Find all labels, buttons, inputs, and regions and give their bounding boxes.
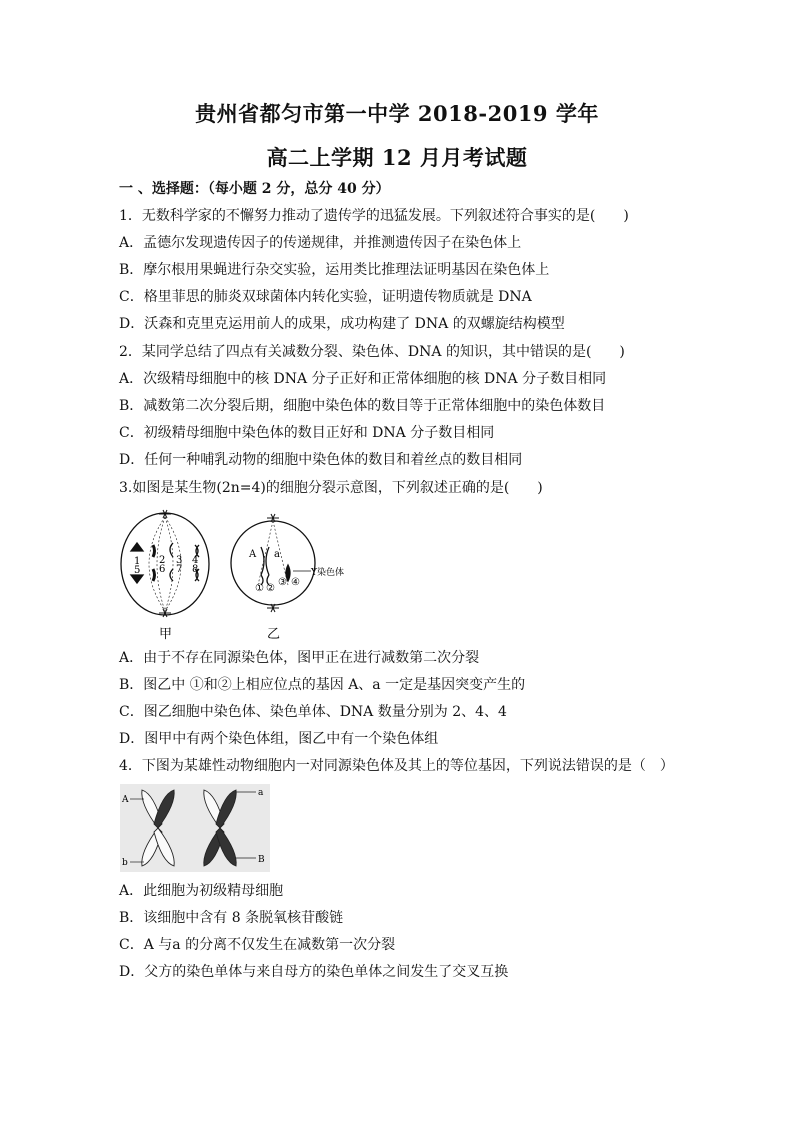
question-4-option-c: C．A 与a 的分离不仅发生在减数第一次分裂 bbox=[119, 937, 396, 953]
chromosome-number-1: 1 bbox=[134, 556, 141, 567]
question-2-option-a: A．次级精母细胞中的核 DNA 分子正好和正常体细胞的核 DNA 分子数目相同 bbox=[119, 371, 607, 387]
label-jia: 甲 bbox=[159, 627, 173, 642]
gene-A-label: A bbox=[122, 795, 129, 805]
chromosome-number-8: 8 bbox=[192, 564, 199, 575]
gene-B-label: B bbox=[258, 855, 265, 865]
cell-yi bbox=[231, 514, 315, 612]
question-1-option-c: C．格里菲思的肺炎双球菌体内转化实验，证明遗传物质就是 DNA bbox=[119, 289, 532, 305]
gene-b-label: b bbox=[122, 858, 128, 868]
question-2-option-d: D．任何一种哺乳动物的细胞中染色体的数目和着丝点的数目相同 bbox=[119, 452, 523, 468]
question-3-option-b: B．图乙中 ①和②上相应位点的基因 A、a 一定是基因突变产生的 bbox=[119, 677, 526, 693]
question-4-stem: 4．下图为某雄性动物细胞内一对同源染色体及其上的等位基因，下列说法错误的是（ ） bbox=[119, 758, 674, 774]
chromosome-number-7: 7 bbox=[176, 564, 183, 575]
chromosome-number-3: 3 bbox=[176, 555, 183, 566]
chromosome-number-2: 2 bbox=[159, 555, 166, 566]
page-title-line1: 贵州省都匀市第一中学 2018-2019 学年 bbox=[195, 101, 599, 126]
question-3-option-d: D．图甲中有两个染色体组，图乙中有一个染色体组 bbox=[119, 731, 439, 747]
figure-4-homologous-chromosomes bbox=[120, 784, 270, 872]
page-title-line2: 高二上学期 12 月月考试题 bbox=[266, 145, 528, 170]
question-1-stem: 1．无数科学家的不懈努力推动了遗传学的迅猛发展。下列叙述符合事实的是( ) bbox=[119, 208, 629, 224]
chromosome-number-4: 4 bbox=[192, 555, 199, 566]
gene-a-label: a bbox=[274, 549, 280, 560]
chromatid-4: ④ bbox=[291, 577, 300, 588]
question-2-stem: 2．某同学总结了四点有关减数分裂、染色体、DNA 的知识，其中错误的是( ) bbox=[119, 344, 625, 360]
chromatid-1: ① bbox=[255, 583, 264, 594]
chromatid-3: ③ bbox=[278, 577, 287, 588]
question-3-stem: 3.如图是某生物(2n=4)的细胞分裂示意图，下列叙述正确的是( ) bbox=[119, 480, 543, 496]
chromosome-number-5: 5 bbox=[134, 565, 141, 576]
question-4-option-b: B．该细胞中含有 8 条脱氧核苷酸链 bbox=[119, 910, 344, 926]
question-3-option-c: C．图乙细胞中染色体、染色单体、DNA 数量分别为 2、4、4 bbox=[119, 704, 507, 720]
figure-3-cell-division bbox=[115, 505, 344, 645]
question-4-option-d: D．父方的染色单体与来自母方的染色单体之间发生了交叉互换 bbox=[119, 964, 509, 980]
label-yi: 乙 bbox=[267, 627, 281, 642]
question-1-option-d: D．沃森和克里克运用前人的成果，成功构建了 DNA 的双螺旋结构模型 bbox=[119, 316, 565, 332]
question-3-option-a: A．由于不存在同源染色体，图甲正在进行减数第二次分裂 bbox=[119, 650, 480, 666]
chromatid-2: ② bbox=[266, 583, 275, 594]
chromosome-number-6: 6 bbox=[159, 564, 166, 575]
question-4-option-a: A．此细胞为初级精母细胞 bbox=[119, 883, 284, 899]
question-2-option-c: C．初级精母细胞中染色体的数目正好和 DNA 分子数目相同 bbox=[119, 425, 495, 441]
y-chromosome-label: Y染色体 bbox=[311, 568, 344, 578]
question-1-option-b: B．摩尔根用果蝇进行杂交实验，运用类比推理法证明基因在染色体上 bbox=[119, 262, 550, 278]
question-2-option-b: B．减数第二次分裂后期，细胞中染色体的数目等于正常体细胞中的染色体数目 bbox=[119, 398, 606, 414]
question-1-option-a: A．孟德尔发现遗传因子的传递规律，并推测遗传因子在染色体上 bbox=[119, 235, 522, 251]
section-heading: 一 、选择题：（每小题 2 分，总分 40 分） bbox=[119, 181, 390, 197]
gene-A-label: A bbox=[249, 549, 257, 560]
gene-a-label: a bbox=[258, 788, 264, 798]
